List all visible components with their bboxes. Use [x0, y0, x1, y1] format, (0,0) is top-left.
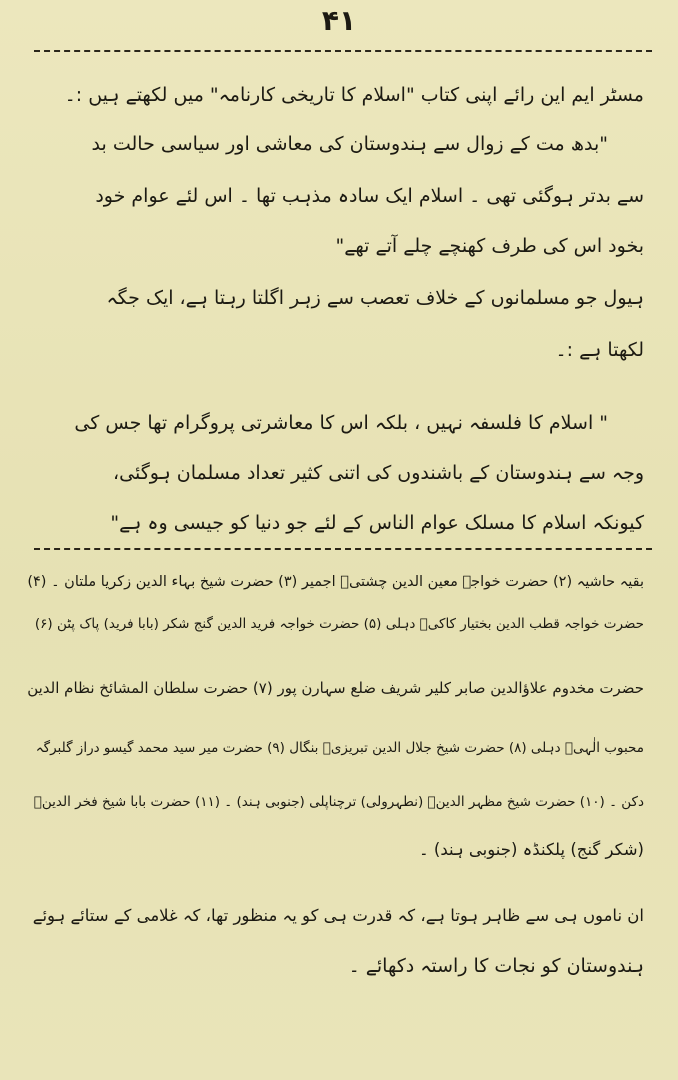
body-line-3: سے بدتر ہوگئی تھی ۔ اسلام ایک سادہ مذہب تھا ۔ اس لئے عوام خود — [95, 185, 644, 207]
closing-line-2: ہندوستان کو نجات کا راستہ دکھائے ۔ — [348, 955, 644, 977]
page-number: ۴۱ — [321, 4, 357, 37]
footnote-line-4: محبوب الٰہیؒ دہلی (۸) حضرت شیخ جلال الدین تبریزیؒ بنگال (۹) حضرت میر سید محمد گیسو دراز گلبرگہ — [35, 740, 644, 756]
body-line-1: مسٹر ایم این رائے اپنی کتاب "اسلام کا تاریخی کارنامہ" میں لکھتے ہیں :۔ — [64, 84, 644, 106]
body-line-2: "بدھ مت کے زوال سے ہندوستان کی معاشی اور سیاسی حالت بد — [91, 133, 608, 155]
body-line-6: لکھتا ہے :۔ — [555, 339, 644, 361]
body-line-4: بخود اس کی طرف کھنچے چلے آتے تھے" — [335, 235, 644, 257]
body-line-8: وجہ سے ہندوستان کے باشندوں کی اتنی کثیر تعداد مسلمان ہوگئی، — [113, 462, 644, 484]
header-divider — [34, 50, 652, 52]
footnote-line-1: بقیہ حاشیہ (۲) حضرت خواجہ معین الدین چشتیؒ اجمیر (۳) حضرت شیخ بہاء الدین زکریا ملتان ۔ (۴) — [27, 574, 644, 590]
body-line-7: " اسلام کا فلسفہ نہیں ، بلکہ اس کا معاشرتی پروگرام تھا جس کی — [74, 412, 608, 434]
closing-line-1: ان ناموں ہی سے ظاہر ہوتا ہے، کہ قدرت ہی کو یہ منظور تھا، کہ غلامی کے ستائے ہوئے — [32, 906, 644, 925]
footnote-line-5: دکن ۔ (۱۰) حضرت شیخ مظہر الدینؒ (نطہرولی) ترچناپلی (جنوبی ہند) ۔ (۱۱) حضرت بابا شیخ فخر الدینؒ — [33, 794, 644, 810]
footnote-line-3: حضرت مخدوم علاؤالدین صابر کلیر شریف ضلع سہارن پور (۷) حضرت سلطان المشائخ نظام الدین — [27, 679, 644, 697]
footnote-line-2: حضرت خواجہ قطب الدین بختیار کاکیؒ دہلی (۵) حضرت خواجہ فرید الدین گنج شکر (بابا فرید) پاک پٹن (۶) — [34, 616, 644, 632]
body-line-9: کیونکہ اسلام کا مسلک عوام الناس کے لئے جو دنیا کو جیسی وہ ہے" — [110, 512, 644, 534]
footnote-line-6: (شکر گنج) پلکنڈہ (جنوبی ہند) ۔ — [419, 840, 644, 859]
footnote-divider — [34, 548, 652, 550]
body-line-5: ہیول جو مسلمانوں کے خلاف تعصب سے زہر اگلتا رہتا ہے، ایک جگہ — [106, 287, 644, 309]
